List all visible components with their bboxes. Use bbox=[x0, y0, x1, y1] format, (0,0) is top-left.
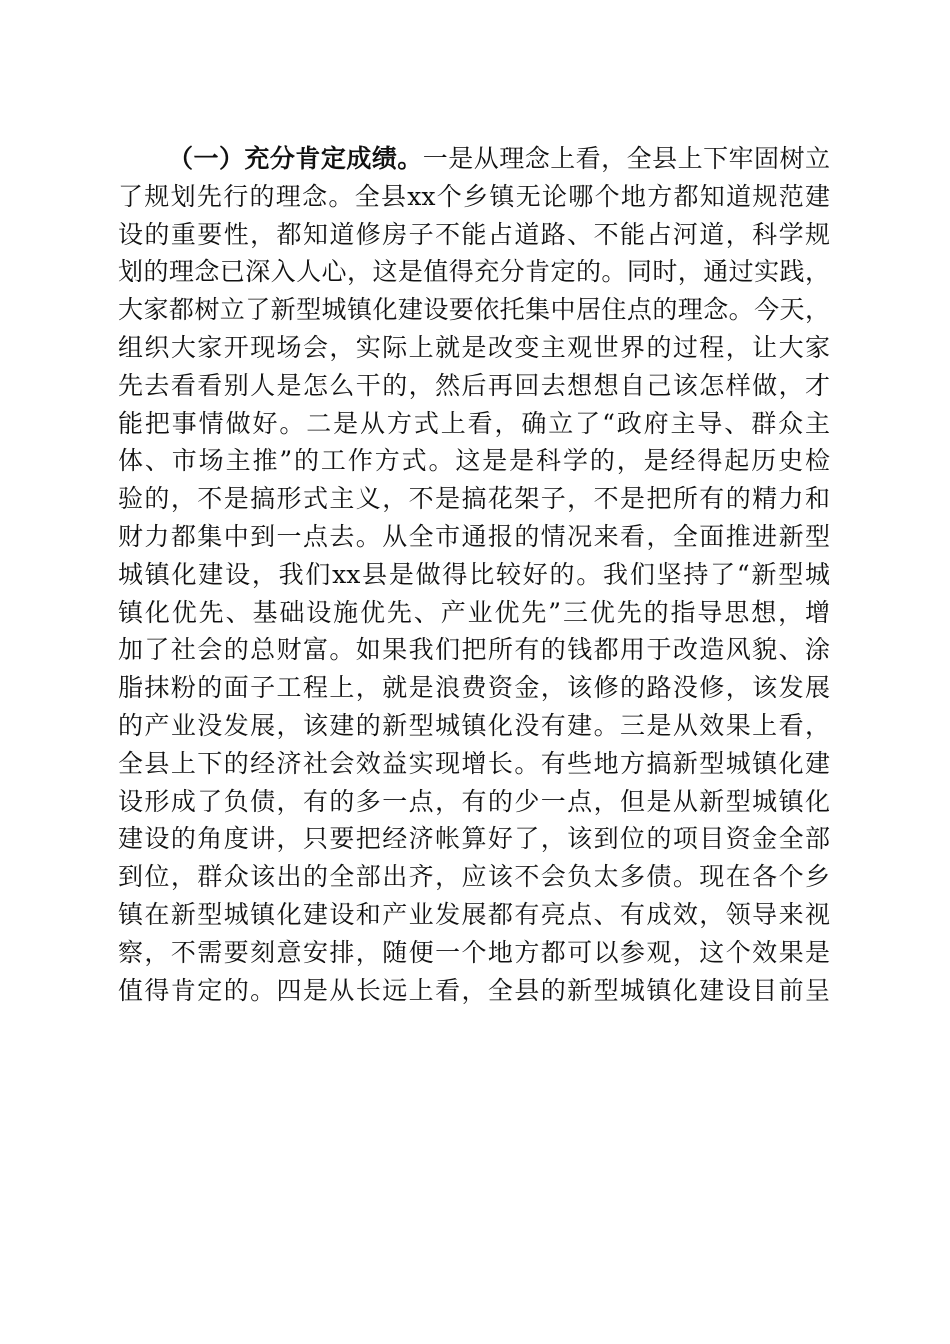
paragraph-line: 镇在新型城镇化建设和产业发展都有亮点、有成效，领导来视 bbox=[118, 899, 830, 929]
paragraph-line: 大家都树立了新型城镇化建设要依托集中居住点的理念。今天， bbox=[118, 295, 830, 325]
body-paragraph bbox=[118, 140, 830, 1009]
section-heading: （一）充分肯定成绩。 bbox=[168, 144, 423, 173]
paragraph-line: 加了社会的总财富。如果我们把所有的钱都用于改造风貌、涂 bbox=[118, 635, 830, 665]
paragraph-line: 值得肯定的。四是从长远上看，全县的新型城镇化建设目前呈 bbox=[118, 975, 830, 1005]
paragraph-line: 能把事情做好。二是从方式上看，确立了“政府主导、群众主 bbox=[118, 408, 830, 438]
paragraph-line-1 bbox=[118, 140, 830, 178]
paragraph-line: 脂抹粉的面子工程上，就是浪费资金，该修的路没修，该发展 bbox=[118, 673, 830, 703]
paragraph-line: 体、市场主推”的工作方式。这是是科学的，是经得起历史检 bbox=[118, 446, 830, 476]
paragraph-line: 的产业没发展，该建的新型城镇化没有建。三是从效果上看， bbox=[118, 710, 830, 740]
paragraph-line: 了规划先行的理念。全县xx个乡镇无论哪个地方都知道规范建 bbox=[118, 181, 830, 211]
paragraph-line: 组织大家开现场会，实际上就是改变主观世界的过程，让大家 bbox=[118, 332, 830, 362]
paragraph-line: 先去看看别人是怎么干的，然后再回去想想自己该怎样做，才 bbox=[118, 370, 830, 400]
paragraph-line: 城镇化建设，我们xx县是做得比较好的。我们坚持了“新型城 bbox=[118, 559, 830, 589]
paragraph-line: 设形成了负债，有的多一点，有的少一点，但是从新型城镇化 bbox=[118, 786, 830, 816]
line-text: 一是从理念上看，全县上下牢固树立 bbox=[422, 144, 830, 173]
paragraph-line: 设的重要性，都知道修房子不能占道路、不能占河道，科学规 bbox=[118, 219, 830, 249]
paragraph-line: 镇化优先、基础设施优先、产业优先”三优先的指导思想，增 bbox=[118, 597, 830, 627]
paragraph-line: 验的，不是搞形式主义，不是搞花架子，不是把所有的精力和 bbox=[118, 484, 830, 514]
paragraph-line: 察，不需要刻意安排，随便一个地方都可以参观，这个效果是 bbox=[118, 937, 830, 967]
paragraph-line: 全县上下的经济社会效益实现增长。有些地方搞新型城镇化建 bbox=[118, 748, 830, 778]
paragraph-line: 建设的角度讲，只要把经济帐算好了，该到位的项目资金全部 bbox=[118, 824, 830, 854]
paragraph-line: 划的理念已深入人心，这是值得充分肯定的。同时，通过实践， bbox=[118, 257, 830, 287]
paragraph-line: 到位，群众该出的全部出齐，应该不会负太多债。现在各个乡 bbox=[118, 862, 830, 892]
paragraph-line: 财力都集中到一点去。从全市通报的情况来看，全面推进新型 bbox=[118, 521, 830, 551]
